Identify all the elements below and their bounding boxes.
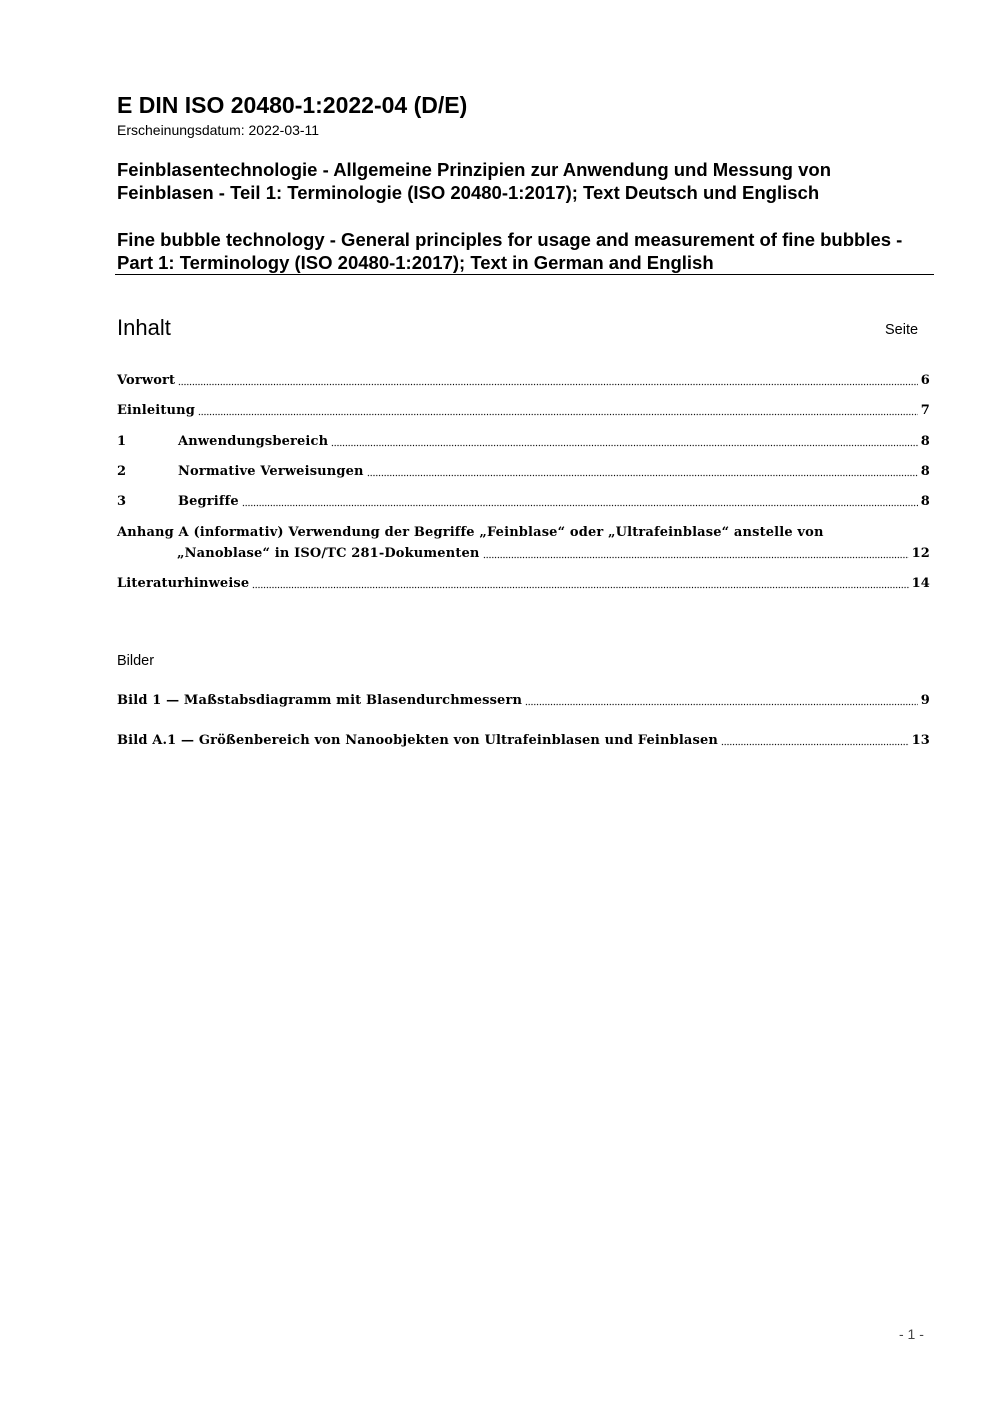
header-rule	[115, 274, 934, 275]
dot-leader	[525, 702, 918, 706]
toc-entry-label-continued: „Nanoblase“ in ISO/TC 281-Dokumenten	[177, 546, 480, 561]
page-column-label: Seite	[885, 322, 919, 338]
figure-entry-bild-a1[interactable]	[117, 731, 930, 751]
toc-entry-page: 6	[920, 373, 930, 388]
toc-entry-einleitung[interactable]	[117, 401, 930, 421]
dot-leader	[483, 555, 909, 559]
figure-entry-label: Bild A.1 — Größenbereich von Nanoobjekten von Ultrafeinblasen und Feinblasen	[117, 733, 718, 748]
toc-entry-label: Begriffe	[178, 494, 239, 509]
toc-entry-label: Normative Verweisungen	[178, 464, 364, 479]
dot-leader	[178, 382, 918, 386]
toc-entry-number: 1	[117, 434, 127, 449]
toc-entry-label: Anhang A (informativ) Verwendung der Begriffe „Feinblase“ oder „Ultrafeinblase“ anstelle von	[117, 525, 824, 540]
toc-entry-page: 8	[920, 464, 930, 479]
dot-leader	[721, 742, 909, 746]
dot-leader	[252, 585, 908, 589]
figure-entry-label: Bild 1 — Maßstabsdiagramm mit Blasendurchmessern	[117, 693, 523, 708]
toc-entry-number: 3	[117, 494, 127, 509]
title-english: Fine bubble technology - General principles for usage and measurement of fine bubbles - Part 1: Terminology (ISO 20480-1:2017); Text in German and English	[117, 229, 903, 273]
toc-entry-page: 7	[920, 403, 930, 418]
toc-entry-normative-verweisungen[interactable]	[117, 462, 930, 482]
toc-entry-vorwort[interactable]	[117, 371, 930, 391]
toc-entry-label: Anwendungsbereich	[178, 434, 329, 449]
toc-entry-number: 2	[117, 464, 127, 479]
publication-date: Erscheinungsdatum: 2022-03-11	[117, 122, 320, 138]
page-number-footer: - 1 -	[899, 1326, 924, 1342]
dot-leader	[331, 443, 918, 447]
toc-entry-page: 12	[911, 546, 930, 561]
toc-entry-page: 8	[920, 434, 930, 449]
toc-entry-anhang-a-continued[interactable]	[177, 544, 930, 564]
toc-entry-anwendungsbereich[interactable]	[117, 432, 930, 452]
figure-entry-page: 13	[911, 733, 930, 748]
figure-entry-bild-1[interactable]	[117, 691, 930, 711]
toc-entry-begriffe[interactable]	[117, 492, 930, 512]
toc-entry-page: 14	[911, 576, 930, 591]
document-number: E DIN ISO 20480-1:2022-04 (D/E)	[117, 92, 468, 118]
title-german: Feinblasentechnologie - Allgemeine Prinzipien zur Anwendung und Messung von Feinblasen - Teil 1: Terminologie (ISO 20480-1:2017); Text Deutsch und Englisch	[117, 159, 832, 203]
toc-entry-anhang-a[interactable]	[117, 523, 930, 543]
toc-entry-label: Vorwort	[117, 373, 176, 388]
toc-entry-page: 8	[920, 494, 930, 509]
dot-leader	[242, 503, 918, 507]
figure-entry-page: 9	[920, 693, 930, 708]
toc-entry-label: Literaturhinweise	[117, 576, 250, 591]
dot-leader	[198, 412, 918, 416]
toc-entry-label: Einleitung	[117, 403, 195, 418]
toc-entry-literaturhinweise[interactable]	[117, 574, 930, 594]
figures-heading: Bilder	[117, 653, 155, 669]
toc-heading: Inhalt	[117, 315, 171, 340]
dot-leader	[367, 473, 918, 477]
